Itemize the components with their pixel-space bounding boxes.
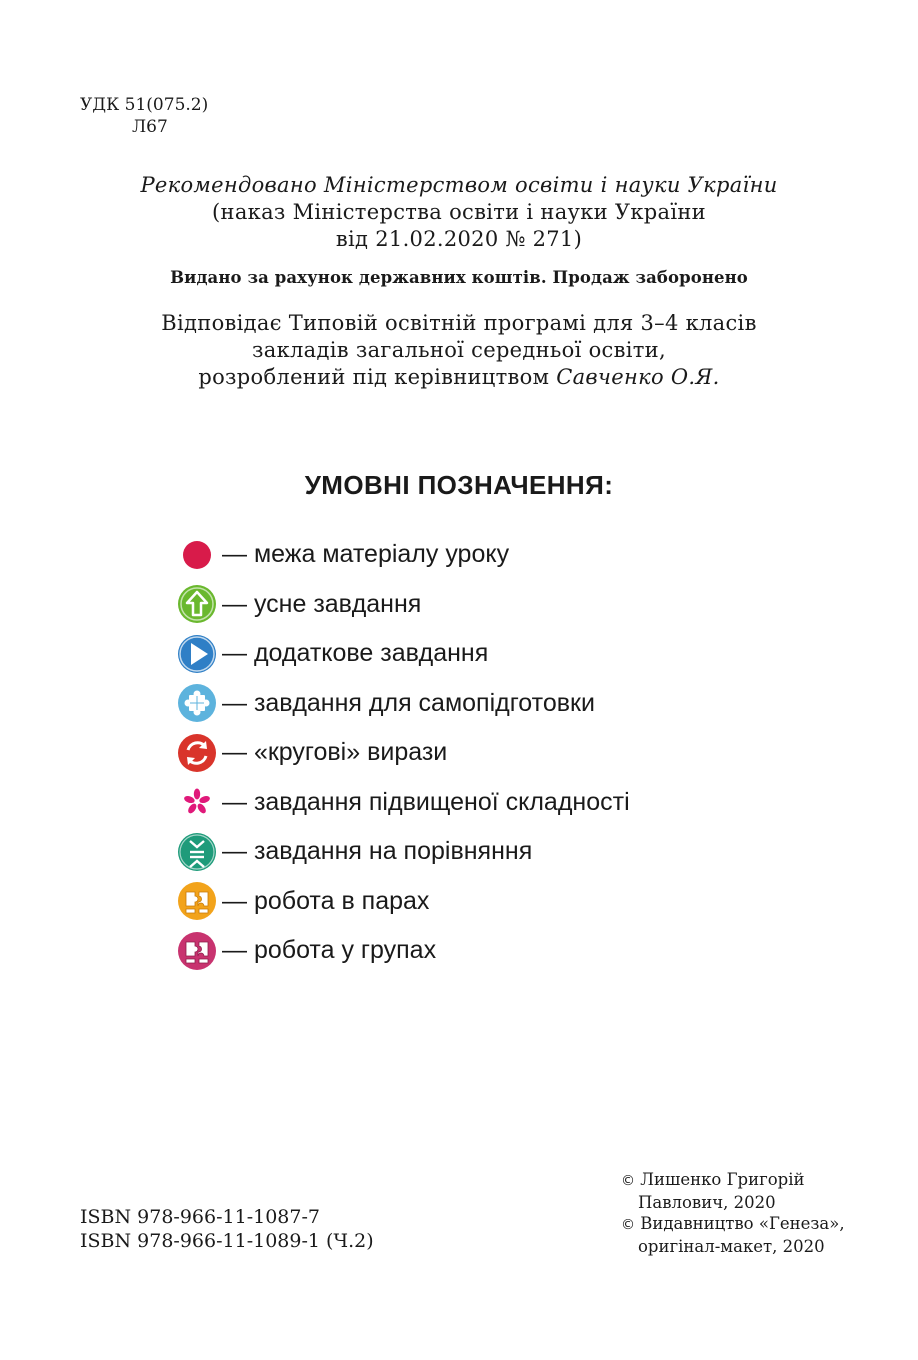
pink-puzzle-icon xyxy=(176,930,218,972)
recommendation-line-1: Рекомендовано Міністерством освіти і науки України xyxy=(140,173,778,197)
isbn-line-1: ISBN 978-966-11-1087-7 xyxy=(80,1206,320,1228)
legend-list xyxy=(176,530,796,976)
program-line-3-prefix: розроблений під керівництвом xyxy=(198,365,557,389)
copyright-publisher xyxy=(621,1213,845,1236)
orange-puzzle-icon xyxy=(176,880,218,922)
program-line-2: закладів загальної середньої освіти, xyxy=(252,338,666,362)
recommendation-line-2: (наказ Міністерства освіти і науки України xyxy=(212,200,706,224)
legend-item-text: — межа матеріалу уроку xyxy=(222,540,510,569)
pink-asterisk-icon xyxy=(176,781,218,823)
legend-item xyxy=(176,728,796,778)
author-line-1: Лишенко Григорій xyxy=(640,1170,805,1189)
legend-item xyxy=(176,530,796,580)
legend-item-text: — усне завдання xyxy=(222,589,422,618)
recommendation-line-3: від 21.02.2020 № 271) xyxy=(335,227,583,251)
legend-item xyxy=(176,778,796,828)
red-dot-icon xyxy=(176,534,218,576)
legend-item-text: — завдання на порівняння xyxy=(222,837,533,866)
teal-compare-icon xyxy=(176,831,218,873)
legend-item-text: — робота у групах xyxy=(222,936,437,965)
copyright-block xyxy=(621,1169,845,1257)
udk-block xyxy=(80,94,208,138)
copyright-symbol: © xyxy=(621,1173,635,1189)
red-circular-arrows-icon xyxy=(176,732,218,774)
program-block xyxy=(0,310,918,391)
blue-play-icon xyxy=(176,633,218,675)
legend-item xyxy=(176,629,796,679)
legend-item-text: — завдання підвищеної складності xyxy=(222,787,630,816)
recommendation-block xyxy=(0,172,918,253)
copyright-symbol: © xyxy=(621,1217,635,1233)
legend-item xyxy=(176,580,796,630)
blue-puzzle-icon xyxy=(176,682,218,724)
legend-item-text: — робота в парах xyxy=(222,886,430,915)
copyright-author xyxy=(621,1169,845,1192)
green-up-arrow-icon xyxy=(176,583,218,625)
legend-item xyxy=(176,827,796,877)
udk-code: УДК 51(075.2) xyxy=(80,95,209,115)
legend-item xyxy=(176,877,796,927)
author-line-2: Павлович, 2020 xyxy=(638,1193,776,1212)
legend-item xyxy=(176,679,796,729)
isbn-line-2: ISBN 978-966-11-1089-1 (Ч.2) xyxy=(80,1230,374,1252)
publisher-line-2: оригінал-макет, 2020 xyxy=(638,1237,825,1256)
program-line-3 xyxy=(0,364,918,391)
legend-title: УМОВНІ ПОЗНАЧЕННЯ: xyxy=(304,470,614,500)
isbn-block xyxy=(80,1205,374,1253)
legend-item xyxy=(176,926,796,976)
state-funds-notice: Видано за рахунок державних коштів. Продаж заборонено xyxy=(170,268,748,287)
legend-item-text: — додаткове завдання xyxy=(222,639,489,668)
program-line-1: Відповідає Типовій освітній програмі для 3–4 класів xyxy=(161,311,757,335)
publisher-line-1: Видавництво «Генеза», xyxy=(640,1214,845,1233)
program-author: Савченко О.Я. xyxy=(556,365,720,389)
legend-item-text: — «кругові» вирази xyxy=(222,738,448,767)
legend-item-text: — завдання для самопідготовки xyxy=(222,688,595,717)
library-code: Л67 xyxy=(132,117,168,137)
